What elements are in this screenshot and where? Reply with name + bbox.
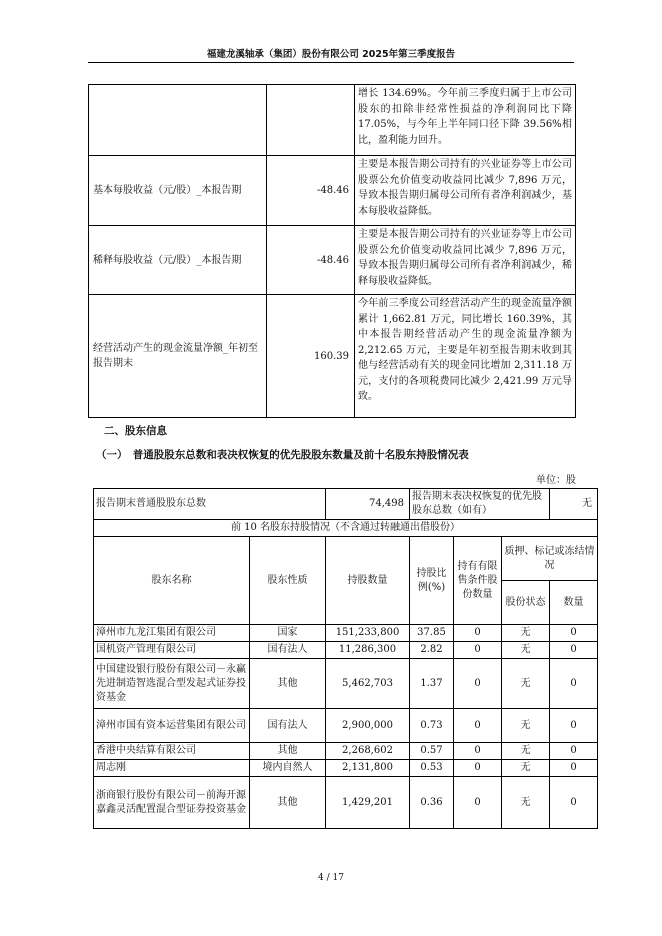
holder-status: 无	[502, 659, 550, 709]
table-row	[89, 295, 576, 418]
holder-name: 漳州市国有资本运营集团有限公司	[94, 709, 250, 743]
holder-ratio: 0.36	[410, 777, 454, 829]
table-row	[94, 743, 598, 760]
holder-name: 中国建设银行股份有限公司－永赢先进制造智选混合型发起式证券投资基金	[94, 659, 250, 709]
explanation-cell: 主要是本报告期公司持有的兴业证券等上市公司股票公允价值变动收益同比减少 7,896 万元，导致本报告期归属母公司所有者净利润减少，基本每股收益降低。	[355, 156, 576, 226]
holder-name: 漳州市九龙江集团有限公司	[94, 625, 250, 642]
holder-ratio: 0.53	[410, 760, 454, 777]
table-row	[94, 659, 598, 709]
holder-ratio: 1.37	[410, 659, 454, 709]
item-cell: 基本每股收益（元/股）_本报告期	[89, 156, 267, 226]
holder-ratio: 2.82	[410, 642, 454, 659]
holder-qty: 0	[550, 743, 598, 760]
holder-qty: 0	[550, 642, 598, 659]
amount-cell: -48.46	[267, 226, 355, 295]
holder-ratio: 0.73	[410, 709, 454, 743]
total-holders-label: 报告期末普通股股东总数	[94, 489, 326, 520]
holder-shares: 2,900,000	[326, 709, 410, 743]
summary-row	[94, 489, 598, 520]
holder-nature: 国有法人	[250, 642, 326, 659]
item-cell: 经营活动产生的现金流量净额_年初至报告期末	[89, 295, 267, 418]
holder-name: 香港中央结算有限公司	[94, 743, 250, 760]
holder-shares: 151,233,800	[326, 625, 410, 642]
header-nature: 股东性质	[250, 537, 326, 625]
preferred-holders-label: 报告期末表决权恢复的优先股股东总数（如有）	[410, 489, 550, 520]
holder-status: 无	[502, 625, 550, 642]
holder-name: 周志刚	[94, 760, 250, 777]
holder-ratio: 0.57	[410, 743, 454, 760]
holder-qty: 0	[550, 709, 598, 743]
header-divider	[88, 62, 574, 63]
holder-status: 无	[502, 642, 550, 659]
holder-restricted: 0	[454, 743, 502, 760]
explanation-cell: 增长 134.69%。今年前三季度归属于上市公司股东的扣除非经常性损益的净利润同比下降17.05%，与今年上半年同口径下降 39.56%相比，盈利能力回升。	[355, 85, 576, 156]
table-row	[94, 777, 598, 829]
indicator-change-table	[88, 84, 576, 418]
table-row	[94, 642, 598, 659]
amount-cell: 160.39	[267, 295, 355, 418]
table-row	[89, 85, 576, 156]
holder-status: 无	[502, 777, 550, 829]
item-cell: 稀释每股收益（元/股）_本报告期	[89, 226, 267, 295]
shareholder-table	[93, 488, 598, 829]
holder-restricted: 0	[454, 642, 502, 659]
table-row	[94, 760, 598, 777]
subsection-title: （一） 普通股股东总数和表决权恢复的优先股股东数量及前十名股东持股情况表	[96, 449, 469, 461]
item-cell	[89, 85, 267, 156]
holder-nature: 其他	[250, 659, 326, 709]
holder-nature: 国家	[250, 625, 326, 642]
holder-qty: 0	[550, 625, 598, 642]
holder-status: 无	[502, 760, 550, 777]
holder-nature: 其他	[250, 743, 326, 760]
top10-caption: 前 10 名股东持股情况（不含通过转融通出借股份）	[94, 520, 598, 537]
header-pledge: 质押、标记或冻结情况	[502, 537, 598, 581]
header-shares: 持股数量	[326, 537, 410, 625]
table-row	[89, 156, 576, 226]
header-ratio: 持股比例(%)	[410, 537, 454, 625]
holder-status: 无	[502, 743, 550, 760]
amount-cell	[267, 85, 355, 156]
holder-nature: 国有法人	[250, 709, 326, 743]
explanation-cell: 今年前三季度公司经营活动产生的现金流量净额累计 1,662.81 万元，同比增长 160.39%，其中本报告期经营活动产生的现金流量净额为2,212.65 万元，主要是年初至报告期末收到其他与经营活动有关的现金同比增加 2,311.18 万元，支付的各项税费同比减少 2,421.99 万元导致。	[355, 295, 576, 418]
holder-ratio: 37.85	[410, 625, 454, 642]
holder-restricted: 0	[454, 760, 502, 777]
header-restricted: 持有有限售条件股份数量	[454, 537, 502, 625]
explanation-cell: 主要是本报告期公司持有的兴业证券等上市公司股票公允价值变动收益同比减少 7,896 万元，导致本报告期归属母公司所有者净利润减少，稀释每股收益降低。	[355, 226, 576, 295]
table-row	[94, 709, 598, 743]
holder-restricted: 0	[454, 625, 502, 642]
holder-qty: 0	[550, 760, 598, 777]
holder-qty: 0	[550, 777, 598, 829]
preferred-holders-value: 无	[550, 489, 598, 520]
table-row	[94, 625, 598, 642]
holder-status: 无	[502, 709, 550, 743]
unit-label: 单位：股	[536, 475, 576, 486]
section-title: 二、股东信息	[104, 425, 167, 437]
header-row	[94, 537, 598, 581]
header-status: 股份状态	[502, 581, 550, 625]
table-row	[89, 226, 576, 295]
holder-nature: 境内自然人	[250, 760, 326, 777]
holder-restricted: 0	[454, 659, 502, 709]
holder-restricted: 0	[454, 709, 502, 743]
page-header-title: 福建龙溪轴承（集团）股份有限公司 2025年第三季度报告	[206, 49, 456, 60]
header-name: 股东名称	[94, 537, 250, 625]
holder-nature: 其他	[250, 777, 326, 829]
holder-name: 浙商银行股份有限公司－前海开源嘉鑫灵活配置混合型证券投资基金	[94, 777, 250, 829]
holder-shares: 1,429,201	[326, 777, 410, 829]
holder-shares: 2,268,602	[326, 743, 410, 760]
holder-shares: 11,286,300	[326, 642, 410, 659]
holder-shares: 5,462,703	[326, 659, 410, 709]
page-number: 4 / 17	[318, 873, 344, 883]
holder-name: 国机资产管理有限公司	[94, 642, 250, 659]
header-qty: 数量	[550, 581, 598, 625]
holder-shares: 2,131,800	[326, 760, 410, 777]
caption-row	[94, 520, 598, 537]
amount-cell: -48.46	[267, 156, 355, 226]
holder-restricted: 0	[454, 777, 502, 829]
total-holders-value: 74,498	[326, 489, 410, 520]
holder-qty: 0	[550, 659, 598, 709]
